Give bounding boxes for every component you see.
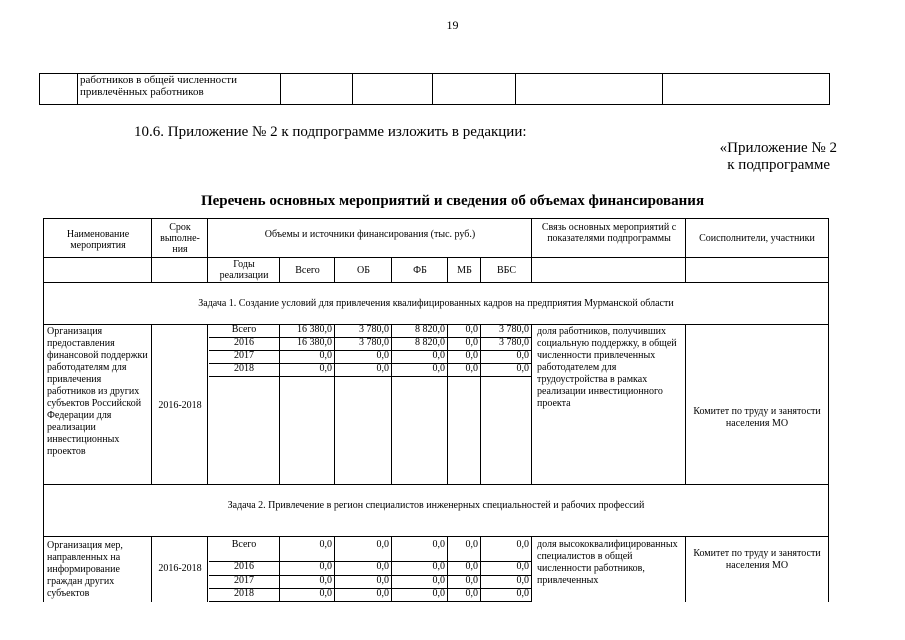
activity1-row-1-fb: 8 820,0 bbox=[415, 337, 445, 348]
activity1-row-3-vbs: 0,0 bbox=[516, 363, 529, 374]
activity2-row-1-vbs: 0,0 bbox=[516, 561, 529, 572]
activity2-row-3-fb: 0,0 bbox=[432, 588, 445, 599]
table-rule bbox=[279, 257, 280, 282]
activity2-row-0-total: 0,0 bbox=[319, 539, 332, 550]
table-rule bbox=[43, 536, 828, 537]
annex-line-2: к подпрограмме bbox=[727, 157, 830, 173]
table-rule bbox=[279, 536, 280, 602]
table-rule bbox=[447, 257, 448, 282]
table-rule bbox=[447, 324, 448, 484]
activity2-row-0-mb: 0,0 bbox=[465, 539, 478, 550]
table-rule bbox=[480, 324, 481, 484]
activity-1-link: доля работников, получивших социальную поддержку, в общей численности привлеченных работодателем для трудоустройства в рамках реализации инвестиционного проекта bbox=[537, 326, 677, 409]
activity1-row-2-total: 0,0 bbox=[319, 350, 332, 361]
activity2-row-2-fb: 0,0 bbox=[432, 575, 445, 586]
table-rule bbox=[334, 324, 335, 484]
activity1-row-2-vbs: 0,0 bbox=[516, 350, 529, 361]
activity1-row-0-ob: 3 780,0 bbox=[359, 324, 389, 335]
table-rule bbox=[685, 536, 686, 602]
activity2-row-1-ob: 0,0 bbox=[376, 561, 389, 572]
activity-1-term: 2016-2018 bbox=[158, 400, 202, 411]
activity1-row-0-year: Всего bbox=[231, 324, 257, 335]
activity-2-name: Организация мер, направленных на информирование граждан других субъектов bbox=[47, 540, 123, 599]
activity2-row-3-total: 0,0 bbox=[319, 588, 332, 599]
header-executors: Соисполнители, участники bbox=[699, 233, 815, 244]
activity1-row-3-ob: 0,0 bbox=[376, 363, 389, 374]
activity-2-term: 2016-2018 bbox=[158, 563, 202, 574]
activity-2-executor: Комитет по труду и занятости населения МО bbox=[693, 548, 821, 571]
activity1-row-0-total: 16 380,0 bbox=[297, 324, 332, 335]
activity2-row-2-ob: 0,0 bbox=[376, 575, 389, 586]
activity1-row-1-vbs: 3 780,0 bbox=[499, 337, 529, 348]
page-number: 19 bbox=[446, 18, 459, 32]
header-link: Связь основных мероприятий с показателями подпрограммы bbox=[541, 222, 677, 244]
activity1-row-0-mb: 0,0 bbox=[465, 324, 478, 335]
table-rule bbox=[151, 324, 152, 484]
activity2-row-2-mb: 0,0 bbox=[465, 575, 478, 586]
table-cell bbox=[516, 74, 663, 105]
table-cell-text: работников в общей численности привлечённых работников bbox=[78, 74, 281, 105]
activity2-row-2-total: 0,0 bbox=[319, 575, 332, 586]
activity1-row-2-year: 2017 bbox=[234, 350, 254, 361]
table-cell bbox=[353, 74, 433, 105]
table-rule bbox=[43, 282, 828, 283]
activity1-row-3-year: 2018 bbox=[234, 363, 254, 374]
header-fb: ФБ bbox=[413, 265, 427, 276]
table-rule bbox=[391, 257, 392, 282]
activity2-row-0-vbs: 0,0 bbox=[516, 539, 529, 550]
task-1: Задача 1. Создание условий для привлечения квалифицированных кадров на предприятия Мурманской области bbox=[198, 298, 674, 309]
table-rule bbox=[391, 324, 392, 484]
activity2-row-0-year: Всего bbox=[231, 539, 257, 550]
table-cell bbox=[663, 74, 830, 105]
activity1-row-1-total: 16 380,0 bbox=[297, 337, 332, 348]
activity1-row-1-mb: 0,0 bbox=[465, 337, 478, 348]
activity2-row-3-vbs: 0,0 bbox=[516, 588, 529, 599]
previous-table-fragment bbox=[39, 73, 830, 105]
activity-1-executor: Комитет по труду и занятости населения МО bbox=[693, 406, 821, 429]
header-name: Наименование мероприятия bbox=[66, 229, 130, 251]
table-rule bbox=[334, 536, 335, 602]
activity1-row-1-ob: 3 780,0 bbox=[359, 337, 389, 348]
activity1-row-1-year: 2016 bbox=[234, 337, 254, 348]
header-ob: ОБ bbox=[357, 265, 370, 276]
header-term: Срок выполне-ния bbox=[160, 222, 200, 255]
table-rule bbox=[334, 257, 335, 282]
table-rule bbox=[447, 536, 448, 602]
activity-2-link: доля высококвалифицированных специалистов в общей численности работников, привлеченных bbox=[537, 539, 678, 586]
activity2-row-2-year: 2017 bbox=[234, 575, 254, 586]
activity1-row-0-fb: 8 820,0 bbox=[415, 324, 445, 335]
table-rule bbox=[43, 257, 828, 258]
table-rule bbox=[391, 536, 392, 602]
table-rule bbox=[151, 218, 152, 282]
table-rule bbox=[151, 536, 152, 602]
activity1-row-2-mb: 0,0 bbox=[465, 350, 478, 361]
table-rule bbox=[209, 601, 531, 602]
table-rule bbox=[207, 218, 208, 282]
table-rule bbox=[531, 324, 532, 484]
table-rule bbox=[531, 218, 532, 282]
table-rule bbox=[480, 257, 481, 282]
table-rule bbox=[207, 324, 208, 484]
table-rule bbox=[43, 484, 828, 485]
activity2-row-1-fb: 0,0 bbox=[432, 561, 445, 572]
activity1-row-3-mb: 0,0 bbox=[465, 363, 478, 374]
activity2-row-1-mb: 0,0 bbox=[465, 561, 478, 572]
header-vbs: ВБС bbox=[496, 265, 516, 276]
table-cell bbox=[433, 74, 516, 105]
activity1-row-3-total: 0,0 bbox=[319, 363, 332, 374]
activity2-row-3-mb: 0,0 bbox=[465, 588, 478, 599]
table-rule bbox=[209, 376, 531, 377]
task-2: Задача 2. Привлечение в регион специалистов инженерных специальностей и рабочих профессий bbox=[227, 500, 645, 511]
activity-1-name: Организация предоставления финансовой поддержки работодателям для привлечения работников из других субъектов Российской Федерации для реализации инвестиционных проектов bbox=[47, 326, 148, 457]
main-title: Перечень основных мероприятий и сведения об объемах финансирования bbox=[200, 193, 705, 209]
table-rule bbox=[480, 536, 481, 602]
table-rule bbox=[43, 218, 828, 219]
activity1-row-2-fb: 0,0 bbox=[432, 350, 445, 361]
activity2-row-1-year: 2016 bbox=[234, 561, 254, 572]
header-total: Всего bbox=[295, 265, 320, 276]
header-mb: МБ bbox=[457, 265, 472, 276]
activity2-row-3-year: 2018 bbox=[234, 588, 254, 599]
annex-line-1: «Приложение № 2 bbox=[719, 140, 837, 156]
table-rule bbox=[828, 218, 829, 602]
activity2-row-3-ob: 0,0 bbox=[376, 588, 389, 599]
table-cell bbox=[281, 74, 353, 105]
activity1-row-3-fb: 0,0 bbox=[432, 363, 445, 374]
table-rule bbox=[279, 324, 280, 484]
table-rule bbox=[685, 218, 686, 282]
activity2-row-0-fb: 0,0 bbox=[432, 539, 445, 550]
activity1-row-0-vbs: 3 780,0 bbox=[499, 324, 529, 335]
table-cell bbox=[40, 74, 78, 105]
table-rule bbox=[207, 536, 208, 602]
table-rule bbox=[531, 536, 532, 602]
table-rule bbox=[43, 218, 44, 602]
activity2-row-1-total: 0,0 bbox=[319, 561, 332, 572]
header-volumes: Объемы и источники финансирования (тыс. руб.) bbox=[264, 229, 476, 240]
table-rule bbox=[685, 324, 686, 484]
header-years: Годы реализации bbox=[219, 259, 269, 281]
activity1-row-2-ob: 0,0 bbox=[376, 350, 389, 361]
activity2-row-0-ob: 0,0 bbox=[376, 539, 389, 550]
activity2-row-2-vbs: 0,0 bbox=[516, 575, 529, 586]
section-text: 10.6. Приложение № 2 к подпрограмме изложить в редакции: bbox=[134, 124, 527, 140]
